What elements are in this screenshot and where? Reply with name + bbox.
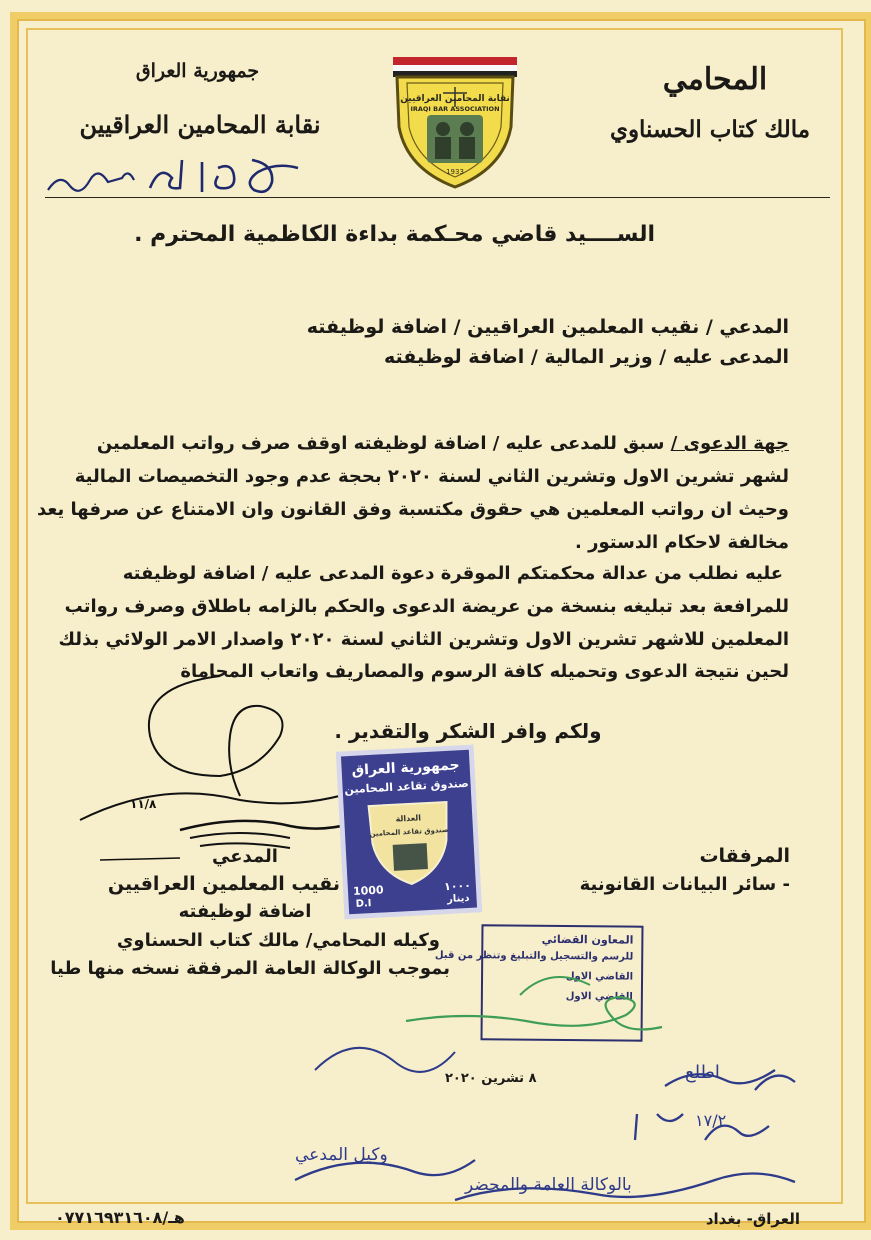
stamp-unit-latin: D.I	[355, 898, 372, 910]
emblem-year: 1933	[446, 168, 464, 176]
handwritten-reference-number	[40, 150, 315, 202]
handwritten-court-notes	[285, 1030, 825, 1215]
claim-line-3: وحيث ان رواتب المعلمين هي حقوق مكتسبة وفق القانون وان الامتناع عن صرفها يعد	[36, 499, 789, 520]
signature-agent: وكيله المحامي/ مالك كتاب الحسناوي	[116, 930, 440, 951]
court-stamp-line-2: للرسم والتسجيل والتبليغ وتنظر من قبل	[434, 949, 634, 963]
request-line-1: عليه نطلب من عدالة محكمتكم الموقرة دعوة المدعى عليه / اضافة لوظيفته	[122, 563, 783, 584]
lawyer-title: المحامي	[662, 62, 768, 97]
closing-line: ولكم وافر الشكر والتقدير .	[334, 719, 602, 743]
claim-first-line	[97, 433, 789, 454]
attachments-item: - سائر البيانات القانونية	[579, 874, 790, 895]
emblem-english: IRAQI BAR ASSOCIATION	[410, 105, 500, 113]
lawyer-signature	[70, 670, 370, 875]
claim-line-1: سبق للمدعى عليه / اضافة لوظيفته اوقف صرف رواتب المعلمين	[96, 433, 665, 454]
court-stamp-line-3: القاضي الاول	[565, 971, 634, 983]
request-line-4: لحين نتيجة الدعوى وتحميله كافة الرسوم والمصاريف واتعاب المحاماة	[180, 661, 789, 682]
stamp-fund: صندوق تقاعد المحامين	[344, 776, 470, 797]
addressee-line: الســــيد قاضي محـكمة بداءة الكاظمية المحترم .	[134, 222, 655, 247]
header-divider	[45, 197, 830, 198]
plaintiff-line: المدعي / نقيب المعلمين العراقيين / اضافة لوظيفته	[306, 316, 789, 338]
handwritten-number-text: ١٠٤٦	[270, 184, 273, 185]
request-line-2: للمرافعة بعد تبليغه بنسخة من عريضة الدعوى والحكم بالزامه باطلاق وصرف رواتب	[64, 596, 789, 617]
defendant-line: المدعى عليه / وزير المالية / اضافة لوظيفته	[383, 346, 789, 368]
note-plaintiff-agent: وكيل المدعي	[295, 1145, 388, 1165]
received-date: ٨ تشرين ٢٠٢٠	[445, 1071, 537, 1086]
footer-phone: هـ/٠٧٧١٦٩٣١٦٠٨	[55, 1208, 185, 1227]
country-name: جمهورية العراق	[135, 60, 260, 82]
lawyer-name: مالك كتاب الحسناوي	[609, 116, 811, 143]
note-acknowledged: اطلع	[685, 1062, 720, 1083]
note-date: ١٧/٢	[695, 1111, 727, 1130]
court-stamp-line-4: القاضي الاول	[565, 991, 633, 1003]
stamp-inner-fund: صندوق تقاعد المحامين	[369, 825, 449, 839]
signature-name: نقيب المعلمين العراقيين	[107, 873, 340, 895]
bar-association-emblem	[383, 47, 527, 192]
claim-line-2: لشهر تشرين الاول وتشرين الثاني لسنة ٢٠٢٠ بحجة عدم وجود التخصيصات المالية	[74, 466, 789, 487]
request-line-3: المعلمين للاشهر تشرين الاول وتشرين الثاني لسنة ٢٠٢٠ واصدار الامر الولائي بذلك	[58, 629, 789, 650]
signature-authority: بموجب الوكالة العامة المرفقة نسخه منها طيا	[50, 958, 450, 979]
attachments-title: المرفقات	[699, 845, 790, 867]
emblem-arabic: نقابة المحامين العراقيين	[400, 94, 510, 104]
stamp-value-arabic: ١٠٠٠	[443, 878, 472, 894]
stamp-inner-justice: العدالة	[395, 813, 422, 824]
stamp-country: جمهورية العراق	[351, 757, 461, 779]
note-power-of-attorney: بالوكالة العامة والمحضر	[465, 1175, 632, 1195]
bar-association-name: نقابة المحامين العراقيين	[79, 110, 321, 139]
signature-date: ١١/٨	[130, 797, 157, 811]
stamp-value-latin: 1000	[352, 883, 384, 899]
claim-label: جهة الدعوى /	[670, 433, 789, 454]
court-stamp-line-1: المعاون القضائي	[541, 932, 634, 947]
fee-stamp	[336, 745, 483, 920]
claim-line-4: مخالفة لاحكام الدستور .	[575, 532, 789, 553]
footer-address: العراق- بغداد	[705, 1210, 800, 1228]
signature-role: المدعي	[212, 846, 278, 867]
stamp-unit-arabic: دينار	[446, 892, 470, 906]
signature-capacity: اضافة لوظيفته	[178, 901, 312, 922]
